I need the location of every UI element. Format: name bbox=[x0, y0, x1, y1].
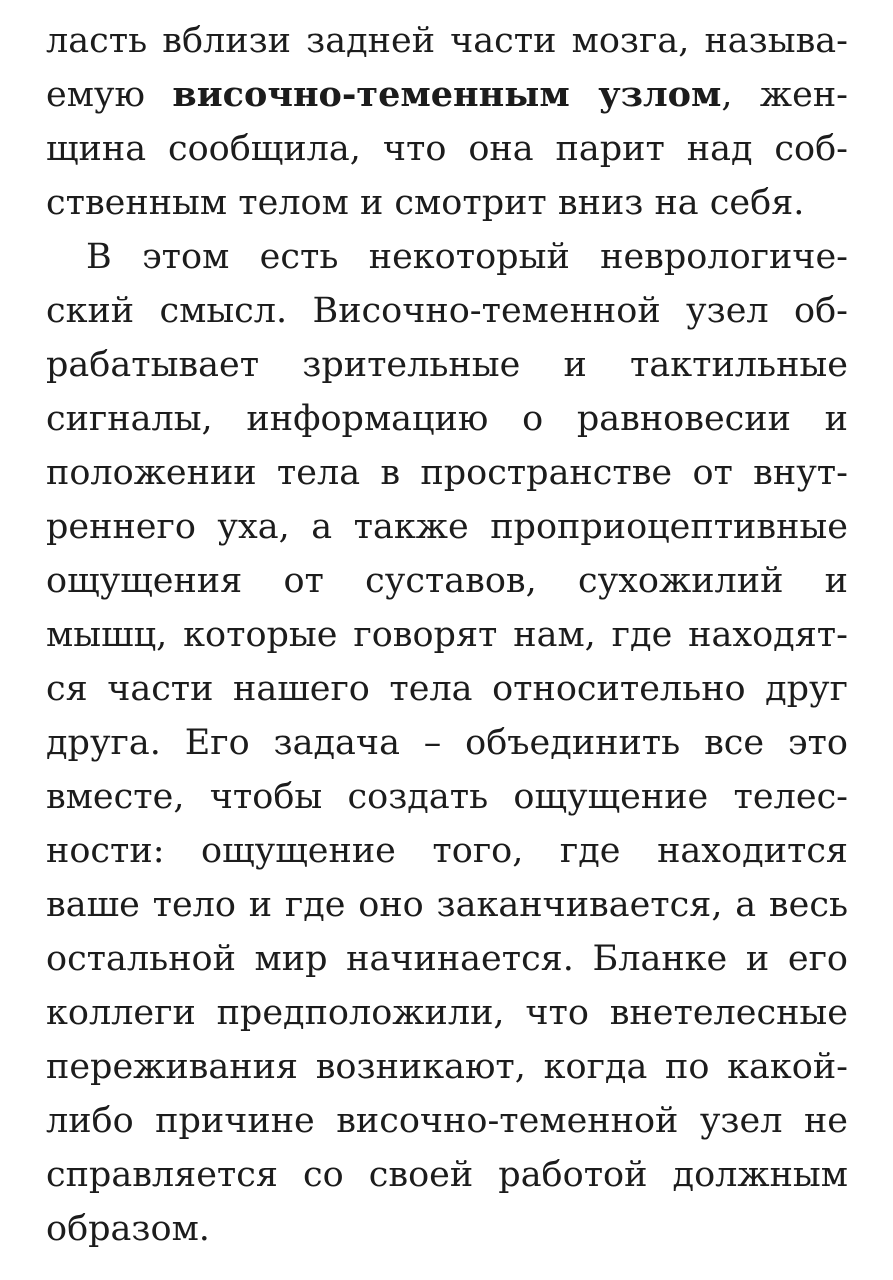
text-line: либо причине височно-теменной узел не bbox=[46, 1101, 848, 1141]
text-line: коллеги предположили, что внетелесные bbox=[46, 993, 848, 1033]
text-line: сигналы, информацию о равновесии и bbox=[46, 399, 848, 439]
text-line: вместе, чтобы создать ощущение телес- bbox=[46, 777, 848, 817]
text-span: емую bbox=[46, 75, 173, 115]
text-line: справляется со своей работой должным bbox=[46, 1155, 848, 1195]
text-line: переживания возникают, когда по какой- bbox=[46, 1047, 848, 1087]
text-line: ности: ощущение того, где находится bbox=[46, 831, 848, 871]
text-line: ощущения от суставов, сухожилий и bbox=[46, 561, 848, 601]
body-text bbox=[46, 14, 848, 1256]
text-line: рабатывает зрительные и тактильные bbox=[46, 345, 848, 385]
text-line: мышц, которые говорят нам, где находят- bbox=[46, 615, 848, 655]
text-line: ласть вблизи задней части мозга, называ- bbox=[46, 21, 848, 61]
text-line: положении тела в пространстве от внут- bbox=[46, 453, 848, 493]
text-line: образом. bbox=[46, 1209, 210, 1249]
text-line: щина сообщила, что она парит над соб- bbox=[46, 129, 848, 169]
text-line: ский смысл. Височно-теменной узел об- bbox=[46, 291, 848, 331]
text-span: , жен- bbox=[721, 75, 848, 115]
text-line bbox=[46, 68, 848, 122]
text-line: ваше тело и где оно заканчивается, а весь bbox=[46, 885, 848, 925]
text-line: реннего уха, а также проприоцептивные bbox=[46, 507, 848, 547]
text-line: ственным телом и смотрит вниз на себя. bbox=[46, 183, 805, 223]
text-line: друга. Его задача – объединить все это bbox=[46, 723, 848, 763]
text-line: ся части нашего тела относительно друг bbox=[46, 669, 848, 709]
paragraph-first-line: В этом есть некоторый неврологиче- bbox=[86, 237, 848, 277]
bold-term: височно-теменным узлом bbox=[172, 74, 722, 115]
text-line: остальной мир начинается. Бланке и его bbox=[46, 939, 848, 979]
